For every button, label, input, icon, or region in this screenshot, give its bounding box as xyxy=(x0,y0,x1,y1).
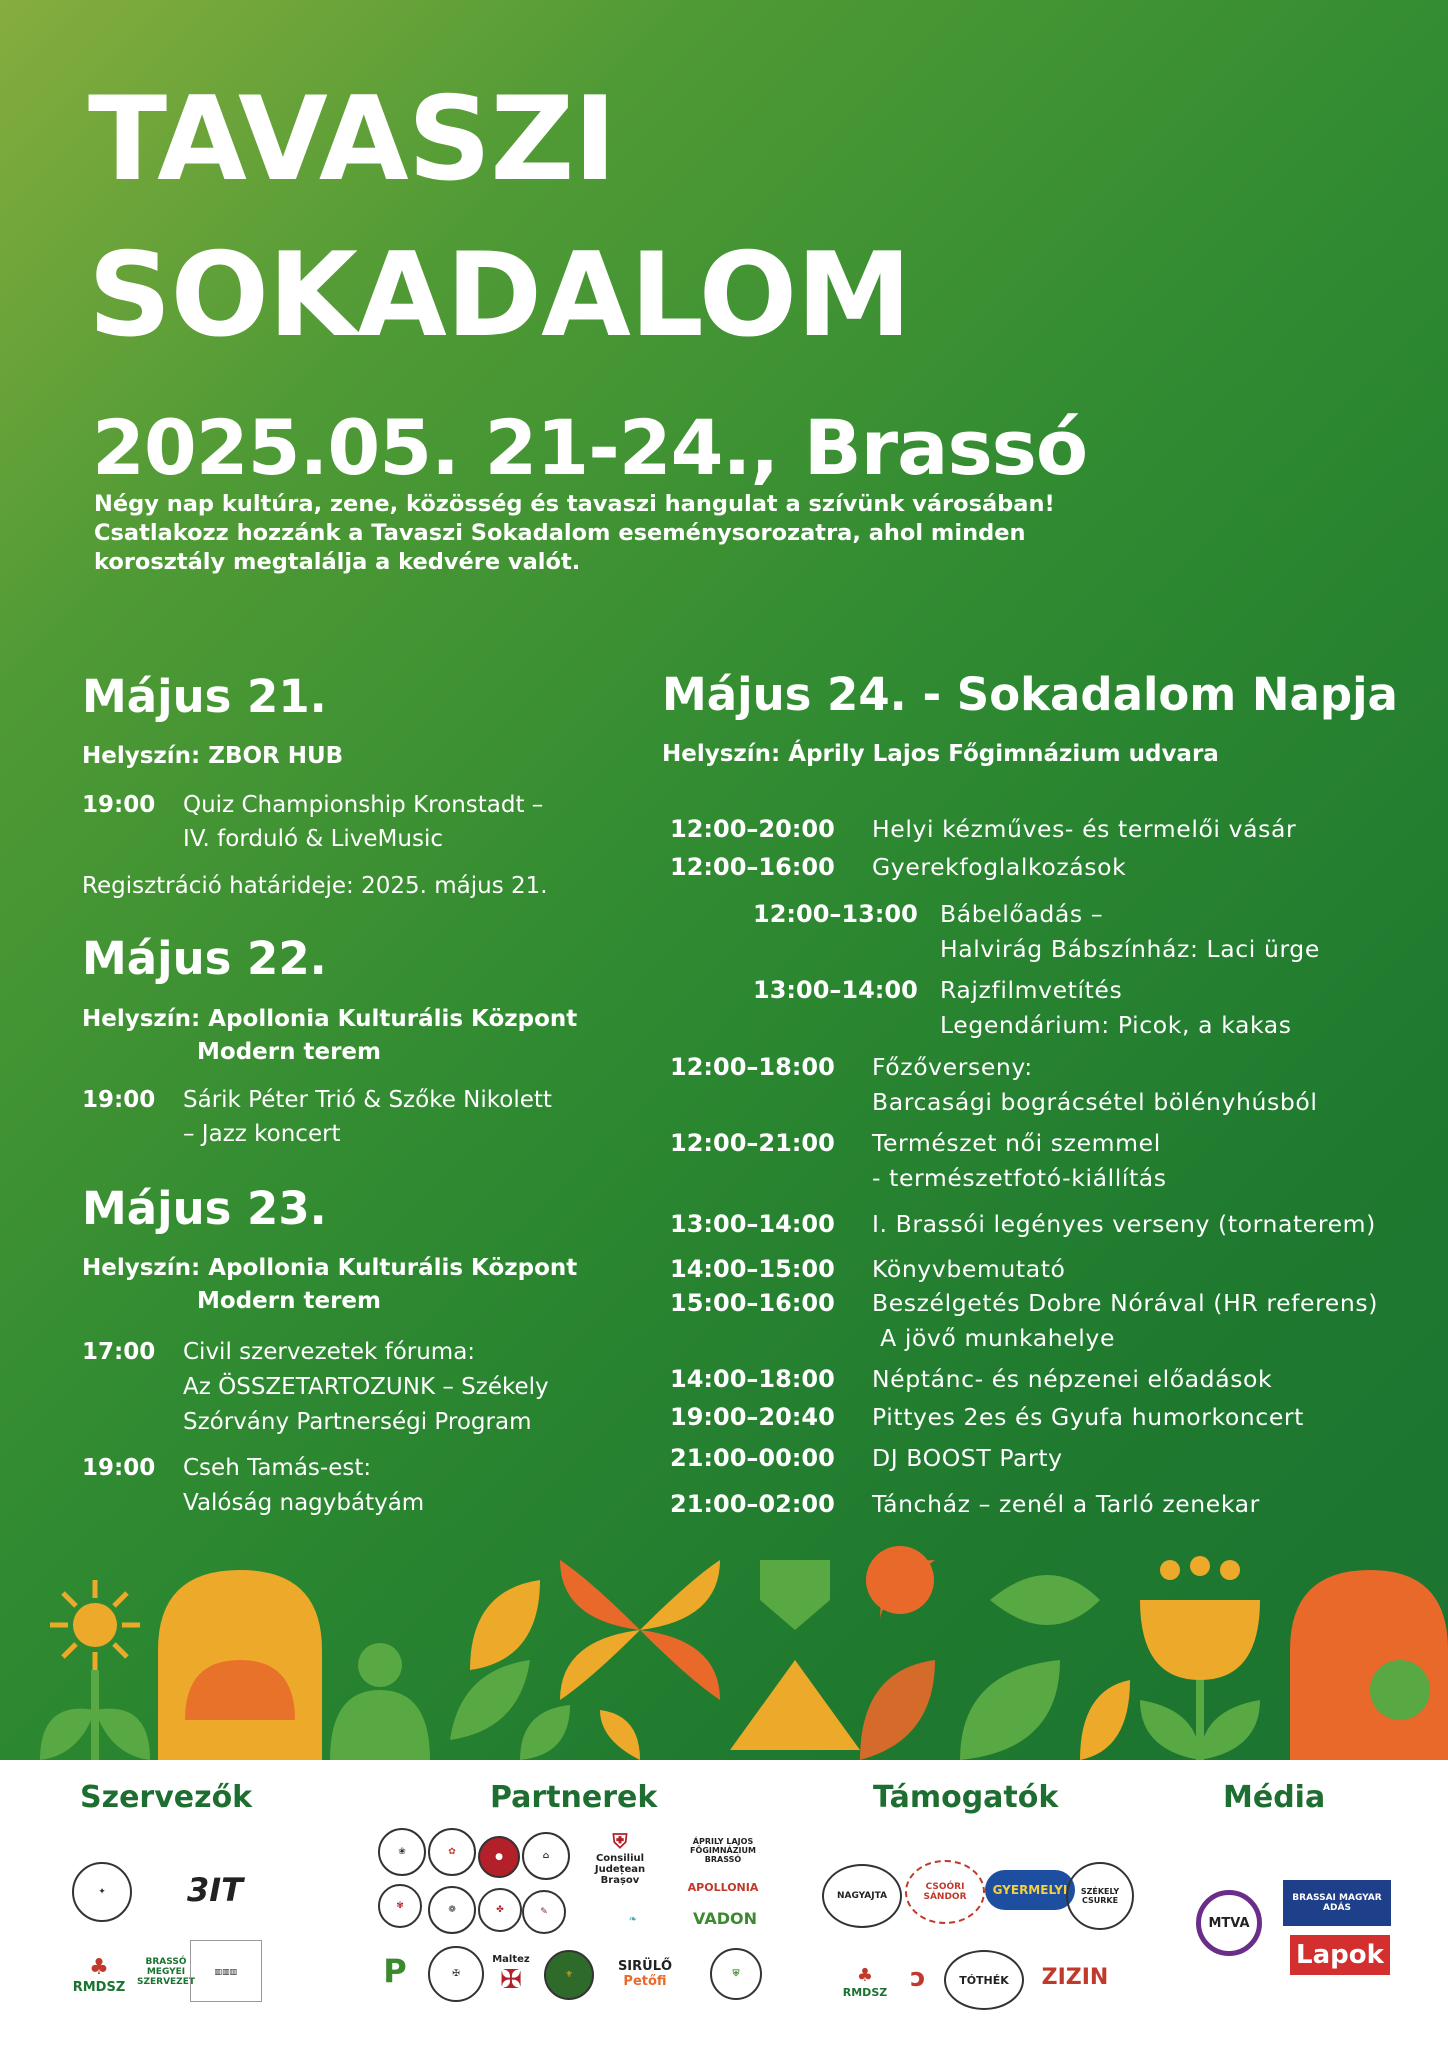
intro-line: korosztály megtalálja a kedvére valót. xyxy=(94,549,581,575)
intro-line: Csatlakozz hozzánk a Tavaszi Sokadalom eseménysorozatra, ahol minden xyxy=(94,520,1026,546)
day-24-event-text: I. Brassói legényes verseny (tornaterem) xyxy=(872,1210,1376,1238)
day-23-event-1-time: 17:00 xyxy=(82,1339,156,1365)
sponsors-heading: Támogatók xyxy=(873,1780,1059,1815)
sponsor-swirl-logo: ↄ xyxy=(910,1963,926,1993)
organizer-brasso-logo: BRASSÓ MEGYEI SZERVEZET xyxy=(136,1957,195,1987)
partner-logo: ✠ xyxy=(428,1946,484,2002)
media-lapok-logo: Lapok xyxy=(1290,1935,1390,1975)
intro-line: Négy nap kultúra, zene, közösség és tavaszi hangulat a szívünk városában! xyxy=(94,491,1055,517)
day-24-event-time: 15:00–16:00 xyxy=(670,1289,835,1317)
partner-logo: ✎ xyxy=(522,1890,566,1934)
organizers-heading: Szervezők xyxy=(80,1780,253,1815)
organizer-building-logo: ▥▥▥ xyxy=(190,1940,262,2002)
day-23-title: Május 23. xyxy=(82,1182,327,1235)
triangle-icon xyxy=(730,1660,860,1750)
day-22-title: Május 22. xyxy=(82,932,327,985)
day-24-event-text: Táncház – zenél a Tarló zenekar xyxy=(872,1490,1260,1518)
partner-logo: ● xyxy=(478,1836,520,1878)
partner-sirulo-logo: SIRÜLŐ Petőfi xyxy=(617,1959,673,1989)
day-24-title: Május 24. - Sokadalom Napja xyxy=(662,668,1398,721)
day-24-event-time: 14:00–15:00 xyxy=(670,1255,835,1283)
partner-logo: ⛨ xyxy=(710,1948,762,2000)
partner-logo: ⌂ xyxy=(522,1832,570,1880)
organizer-3it-logo: 3IT xyxy=(187,1871,243,1909)
partner-logo: ⚜ xyxy=(544,1950,594,2000)
day-24-event-time: 12:00–16:00 xyxy=(670,853,835,881)
day-24-event-time: 14:00–18:00 xyxy=(670,1365,835,1393)
day-21-title: Május 21. xyxy=(82,670,327,723)
partner-vadon-logo: VADON xyxy=(693,1908,757,1928)
day-24-sub-event-text: Rajzfilmvetítés xyxy=(940,976,1123,1004)
day-24-sub-event-text: Legendárium: Picok, a kakas xyxy=(940,1011,1292,1039)
day-22-location: Helyszín: Apollonia Kulturális Központ xyxy=(82,1006,578,1032)
sponsor-csoori-logo: CSOÓRI SÁNDOR xyxy=(905,1860,985,1924)
media-brassai-logo: BRASSAI MAGYAR ADÁS xyxy=(1283,1880,1391,1926)
partner-script-logo: ❧ xyxy=(628,1913,638,1925)
day-22-event-time: 19:00 xyxy=(82,1087,156,1113)
day-24-sub-event-text: Bábelőadás – xyxy=(940,900,1104,928)
day-23-location: Helyszín: Apollonia Kulturális Központ xyxy=(82,1255,578,1281)
sponsor-rmdsz-logo: ♣ RMDSZ xyxy=(842,1965,888,1999)
intro-text xyxy=(94,490,1094,577)
day-24-event-text: Főzőverseny: xyxy=(872,1053,1033,1081)
day-24-event-time: 12:00–20:00 xyxy=(670,815,835,843)
day-24-event-text: Barcasági bográcsétel bölényhúsból xyxy=(872,1088,1318,1116)
partner-aprily-logo: ÁPRILY LAJOS FŐGIMNÁZIUM BRASSÓ xyxy=(690,1836,756,1864)
partner-logo: ✤ xyxy=(478,1888,522,1932)
day-21-note: Regisztráció határideje: 2025. május 21. xyxy=(82,873,548,899)
partner-consiliul-logo: ⛨ Consiliul Județean Brașov xyxy=(594,1828,646,1886)
day-24-event-text: - természetfotó-kiállítás xyxy=(872,1164,1167,1192)
partner-apollonia-logo: APOLLONIA xyxy=(687,1880,759,1894)
day-24-event-text: Könyvbemutató xyxy=(872,1255,1066,1283)
day-22-event-line1: Sárik Péter Trió & Szőke Nikolett xyxy=(183,1087,552,1113)
day-22-event-line2: – Jazz koncert xyxy=(183,1121,341,1147)
day-24-event-time: 12:00–18:00 xyxy=(670,1053,835,1081)
day-24-location: Helyszín: Áprily Lajos Főgimnázium udvara xyxy=(662,741,1219,767)
partners-heading: Partnerek xyxy=(490,1780,658,1815)
day-23-location-room: Modern terem xyxy=(197,1288,381,1314)
day-24-event-time: 12:00–21:00 xyxy=(670,1129,835,1157)
day-24-event-text: Pittyes 2es és Gyufa humorkoncert xyxy=(872,1403,1304,1431)
partner-logo: ✿ xyxy=(428,1828,476,1876)
organizer-seal-logo: ✦ xyxy=(72,1862,132,1922)
sponsor-tothek-logo: TÓTHÉK xyxy=(944,1950,1024,2010)
day-24-event-time: 21:00–02:00 xyxy=(670,1490,835,1518)
sponsor-gyermelyi-logo: GYERMELYI xyxy=(985,1870,1075,1910)
partner-maltez-logo: Maltez ✠ xyxy=(492,1953,530,1995)
day-21-event-line1: Quiz Championship Kronstadt – xyxy=(183,792,544,818)
day-22-location-room: Modern terem xyxy=(197,1039,381,1065)
partner-logo: ❁ xyxy=(428,1886,476,1934)
partner-logo: ✾ xyxy=(378,1884,422,1928)
day-23-event-1-line3: Szórvány Partnerségi Program xyxy=(183,1409,532,1435)
day-24-event-text: Beszélgetés Dobre Nórával (HR referens) xyxy=(872,1289,1378,1317)
title-line-2: SOKADALOM xyxy=(88,228,911,363)
day-23-event-2-time: 19:00 xyxy=(82,1455,156,1481)
day-24-event-text: Gyerekfoglalkozások xyxy=(872,853,1127,881)
day-21-event-time: 19:00 xyxy=(82,792,156,818)
title-line-1: TAVASZI xyxy=(88,72,616,207)
folk-floral-decoration xyxy=(0,1540,1448,1760)
sponsor-zizin-logo: ZIZIN xyxy=(1041,1964,1109,1990)
sponsor-nagyajta-logo: NAGYAJTA xyxy=(822,1864,902,1928)
day-23-event-2-line2: Valóság nagybátyám xyxy=(183,1490,425,1516)
partner-logo: ❀ xyxy=(378,1828,426,1876)
day-24-event-text: Természet női szemmel xyxy=(872,1129,1161,1157)
organizer-rmdsz-logo: ♣ RMDSZ xyxy=(72,1955,126,1995)
day-24-event-text: DJ BOOST Party xyxy=(872,1444,1063,1472)
day-23-event-1-line1: Civil szervezetek fóruma: xyxy=(183,1339,476,1365)
day-23-event-1-line2: Az ÖSSZETARTOZUNK – Székely xyxy=(183,1374,549,1400)
day-21-location: Helyszín: ZBOR HUB xyxy=(82,743,344,769)
day-24-sub-event-time: 13:00–14:00 xyxy=(753,976,918,1004)
day-24-event-time: 13:00–14:00 xyxy=(670,1210,835,1238)
day-24-event-text: Néptánc- és népzenei előadások xyxy=(872,1365,1273,1393)
day-21-event-line2: IV. forduló & LiveMusic xyxy=(183,826,443,852)
day-24-sub-event-time: 12:00–13:00 xyxy=(753,900,918,928)
day-24-event-text: A jövő munkahelye xyxy=(872,1324,1116,1352)
sponsor-szekely-csurke-logo: SZÉKELY CSURKE xyxy=(1066,1862,1134,1930)
media-heading: Média xyxy=(1223,1780,1326,1815)
day-23-event-2-line1: Cseh Tamás-est: xyxy=(183,1455,372,1481)
day-24-sub-event-text: Halvirág Bábszínház: Laci ürge xyxy=(940,935,1320,963)
day-24-event-text: Helyi kézműves- és termelői vásár xyxy=(872,815,1297,843)
day-24-event-time: 21:00–00:00 xyxy=(670,1444,835,1472)
day-24-event-time: 19:00–20:40 xyxy=(670,1403,835,1431)
butterfly-flower-icon xyxy=(560,1560,720,1700)
media-mtva-logo: MTVA xyxy=(1196,1890,1262,1956)
event-date-location: 2025.05. 21-24., Brassó xyxy=(92,403,1088,492)
partner-p-logo: P xyxy=(383,1952,407,1990)
